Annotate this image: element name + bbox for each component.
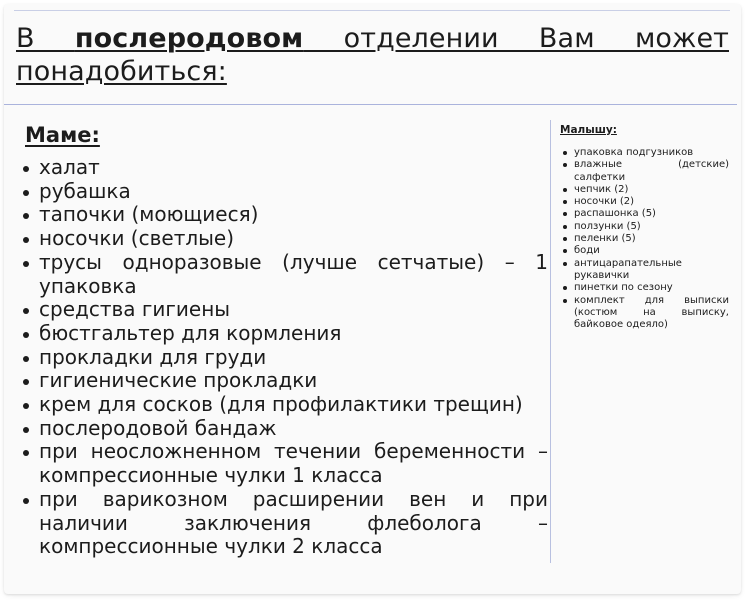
header-divider — [4, 104, 737, 105]
list-item: упаковка подгузников — [561, 147, 729, 159]
list-item: при варикозном расширении вен и при наличии заключения флеболога – компрессионные чулки 2 класса — [21, 488, 548, 559]
list-item: ползунки (5) — [561, 221, 729, 233]
list-item: средства гигиены — [21, 298, 548, 322]
title-part-2: отделении Вам может понадобиться: — [16, 23, 729, 87]
list-item: послеродовой бандаж — [21, 417, 548, 441]
list-item: бюстгальтер для кормления — [21, 322, 548, 346]
mom-section-heading: Маме: — [25, 123, 100, 147]
list-item: чепчик (2) — [561, 184, 729, 196]
mom-items-list — [21, 156, 548, 559]
list-item: тапочки (моющиеся) — [21, 203, 548, 227]
baby-section-heading: Малышу: — [560, 124, 617, 136]
list-item: распашонка (5) — [561, 208, 729, 220]
list-item: прокладки для груди — [21, 346, 548, 370]
list-item: трусы одноразовые (лучше сетчатые) – 1 упаковка — [21, 251, 548, 298]
column-divider — [550, 120, 551, 563]
title-bold-word: послеродовом — [74, 23, 304, 54]
list-item: антицарапательные рукавички — [561, 258, 729, 283]
list-item: пинетки по сезону — [561, 282, 729, 294]
list-item: халат — [21, 156, 548, 180]
title-part-1: В — [16, 23, 75, 54]
list-item: боди — [561, 245, 729, 257]
list-item: носочки (светлые) — [21, 227, 548, 251]
list-item: крем для сосков (для профилактики трещин) — [21, 393, 548, 417]
top-divider — [14, 10, 730, 11]
list-item: гигиенические прокладки — [21, 369, 548, 393]
list-item: пеленки (5) — [561, 233, 729, 245]
list-item: при неосложненном течении беременности – компрессионные чулки 1 класса — [21, 440, 548, 487]
baby-items-list — [561, 147, 729, 331]
list-item: влажные (детские) салфетки — [561, 159, 729, 184]
list-item: носочки (2) — [561, 196, 729, 208]
list-item: комплект для выписки (костюм на выписку, байковое одеяло) — [561, 295, 729, 332]
list-item: рубашка — [21, 180, 548, 204]
page-title — [16, 22, 729, 88]
